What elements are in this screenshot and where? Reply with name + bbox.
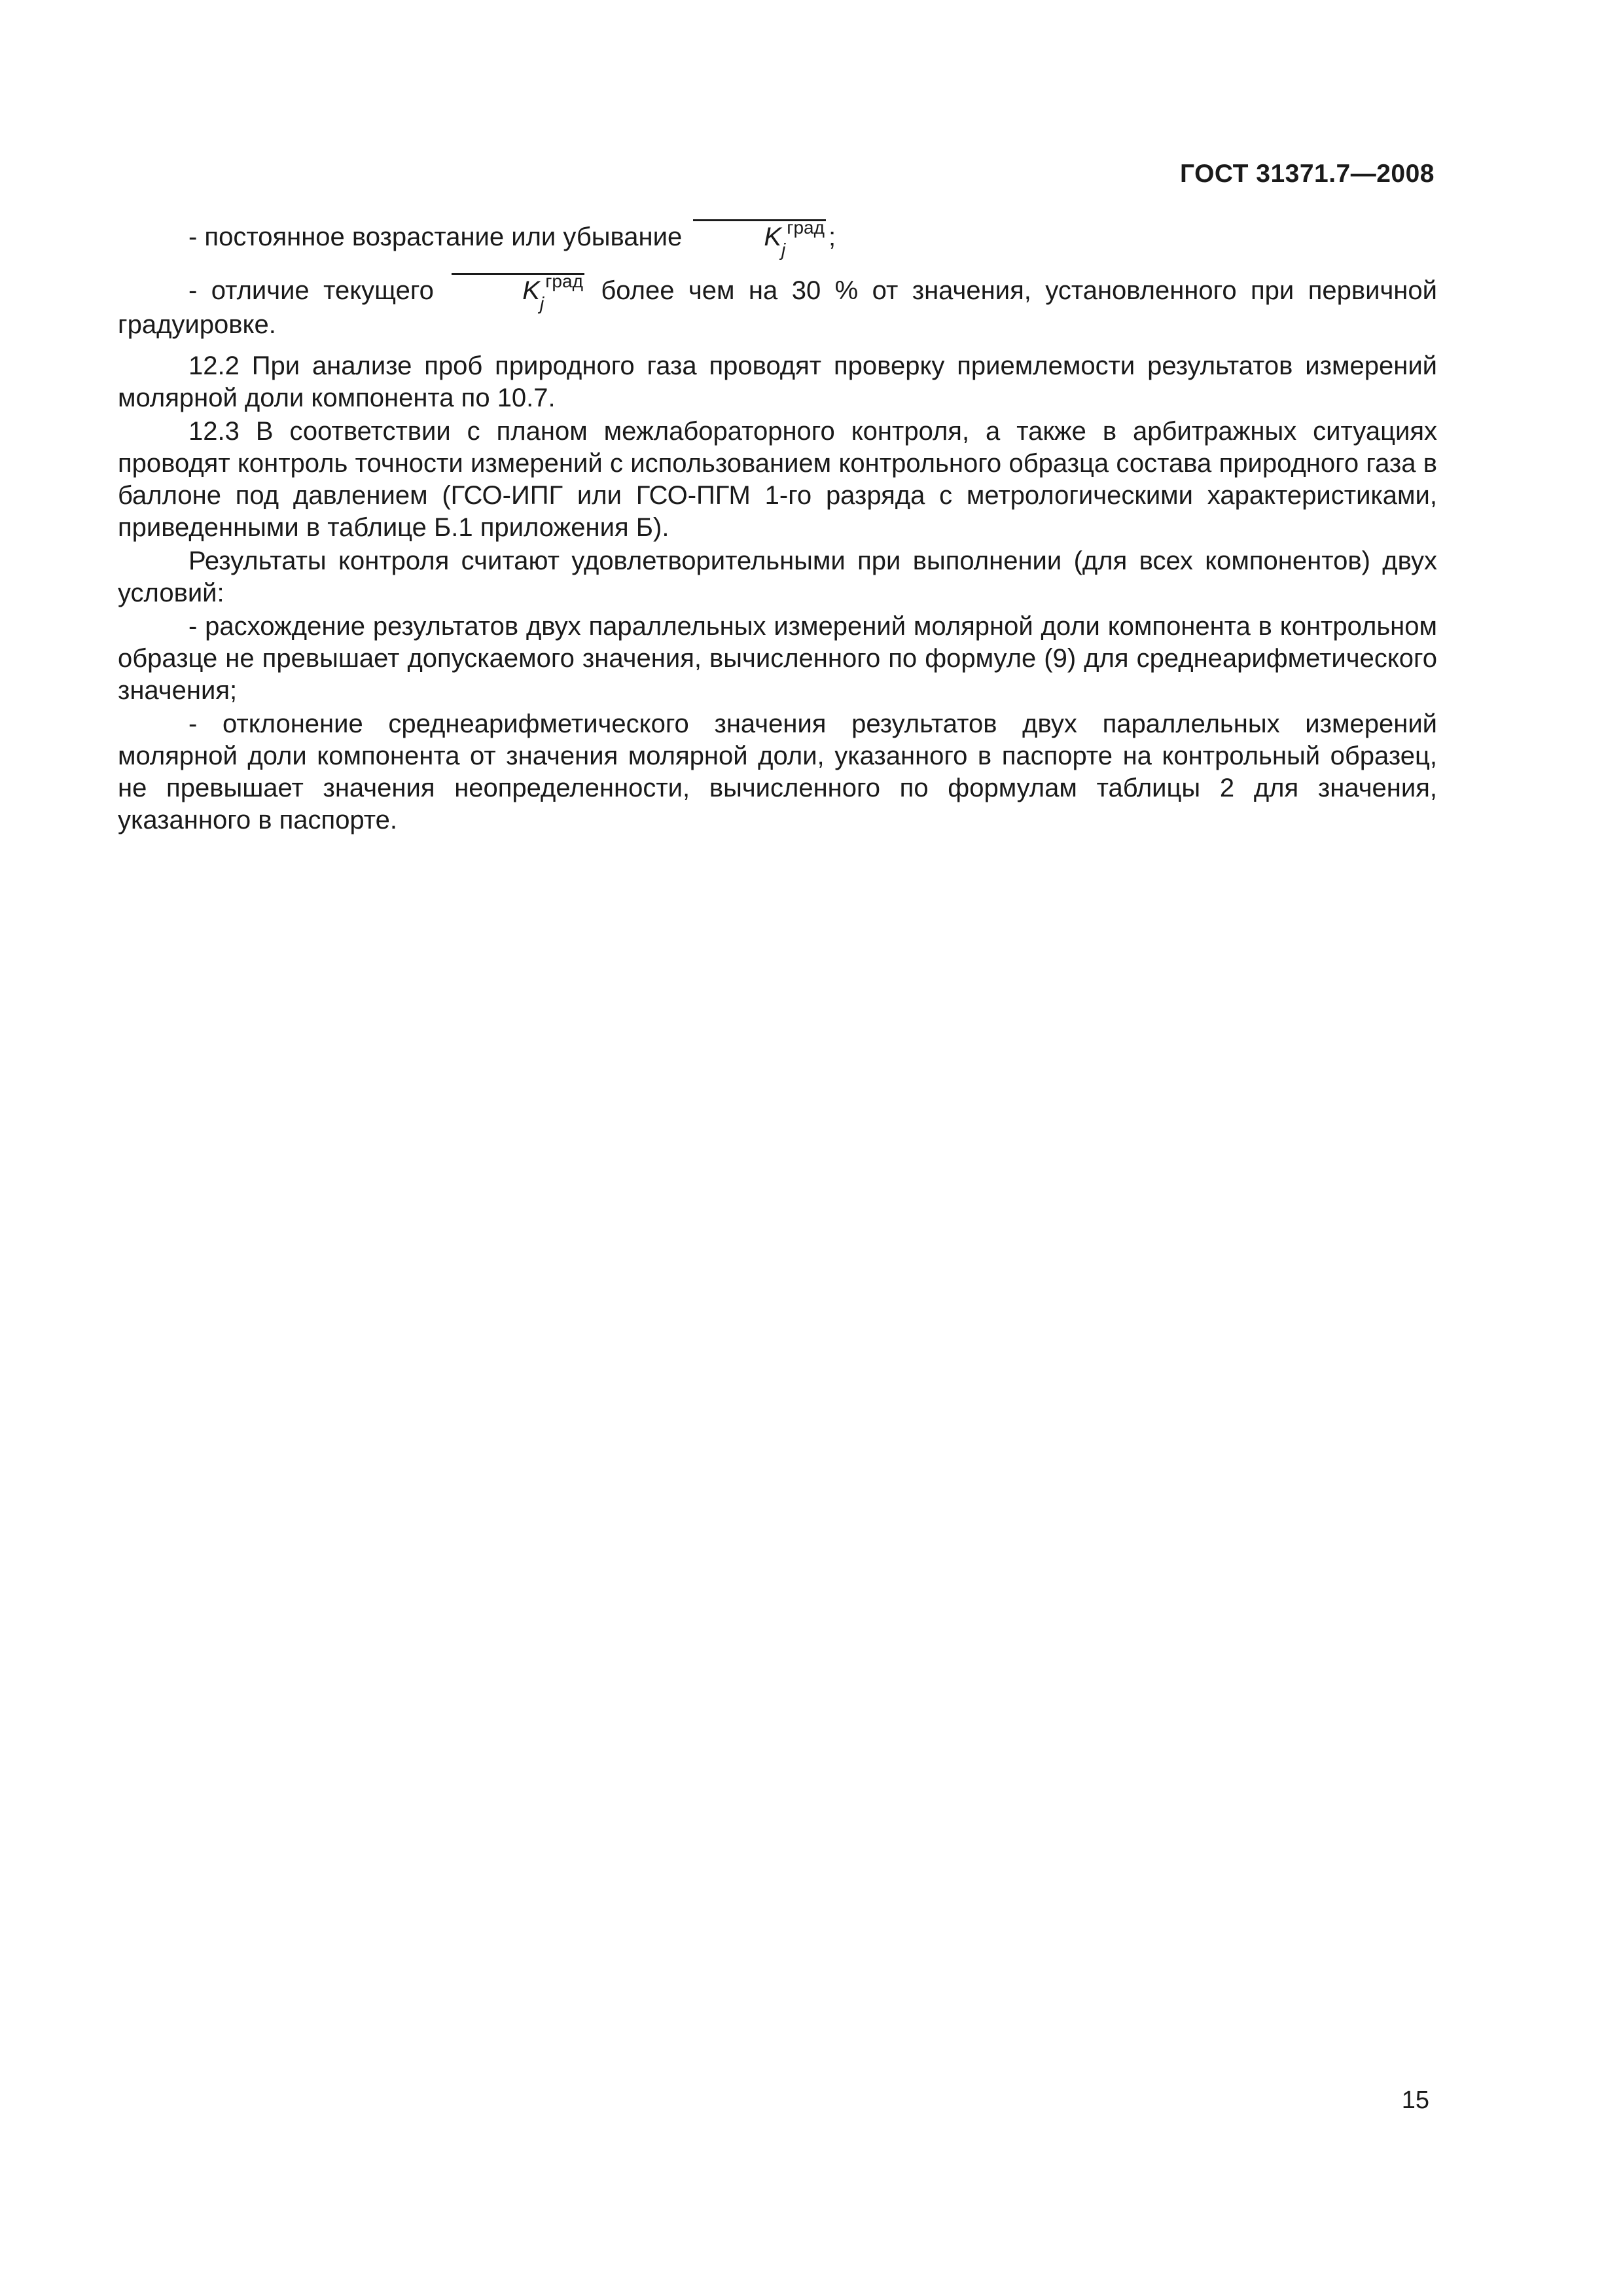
results-paragraph: Результаты контроля считают удовлетворительными при выполнении (для всех компонентов) двух условий: — [118, 547, 1437, 607]
symbol-subscript: j — [539, 293, 544, 314]
symbol-superscript: град — [787, 217, 825, 238]
symbol-superscript: град — [545, 271, 583, 291]
condition-1: - расхождение результатов двух параллельных измерений молярной доли компонента в контрольном образце не превышает допускаемого значения, вычисленного по формуле (9) для среднеарифметического значения; — [118, 612, 1437, 705]
symbol-subscript: j — [781, 240, 786, 260]
list-item-text: - постоянное возрастание или убывание — [188, 223, 683, 251]
k-grad-symbol — [448, 271, 586, 314]
condition-2: - отклонение среднеарифметического значения результатов двух параллельных измерений молярной доли компонента от значения молярной доли, указанного в паспорте на контрольный образец, не превышает значения неопределенности, вычисленного по формулам таблицы 2 для значения, указанного в паспорте. — [118, 709, 1437, 834]
list-item-tail: ; — [828, 223, 836, 251]
list-item-tail: более чем на 30 % от значения, установленного при первичной градуировке. — [118, 276, 1437, 339]
document-header: ГОСТ 31371.7—2008 — [1179, 160, 1435, 188]
section-12-3: 12.3 В соответствии с планом межлабораторного контроля, а также в арбитражных ситуациях проводят контроль точности измерений с использованием контрольного образца состава природного газа в баллоне под давлением (ГСО-ИПГ или ГСО-ПГМ 1-го разряда с метрологическими характеристиками, приведенными в таблице Б.1 приложения Б). — [118, 417, 1437, 542]
symbol-base: K — [764, 223, 782, 251]
section-12-2: 12.2 При анализе проб природного газа проводят проверку приемлемости результатов измерений молярной доли компонента по 10.7. — [118, 351, 1437, 412]
list-item-text: - отличие текущего — [188, 276, 434, 305]
page-number: 15 — [1401, 2087, 1429, 2114]
list-item-trend — [118, 217, 1437, 260]
list-item-deviation — [118, 271, 1437, 341]
symbol-base: K — [522, 276, 540, 305]
k-grad-symbol — [689, 217, 827, 260]
page-body — [118, 217, 1437, 836]
